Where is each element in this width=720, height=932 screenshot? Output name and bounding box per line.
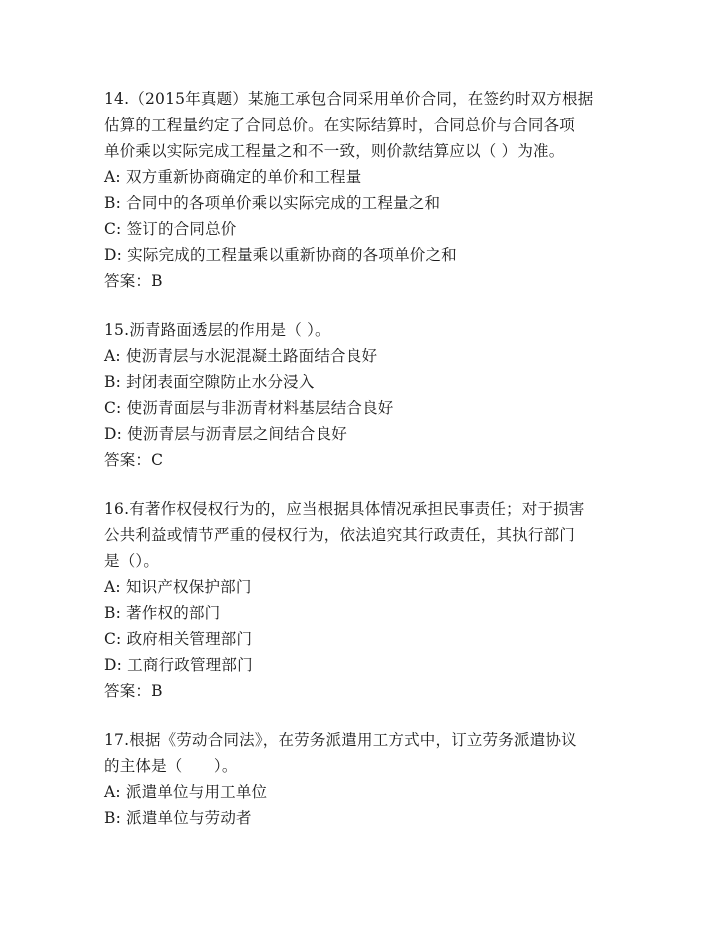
option-a: A: 派遣单位与用工单位 bbox=[104, 783, 268, 801]
question-16 bbox=[104, 496, 624, 704]
question-stem-line: 17.根据《劳动合同法》，在劳务派遣用工方式中，订立劳务派遣协议 bbox=[104, 731, 577, 749]
option-b: B: 合同中的各项单价乘以实际完成的工程量之和 bbox=[104, 194, 441, 212]
option-d: D: 使沥青层与沥青层之间结合良好 bbox=[104, 425, 347, 443]
question-stem-line: 14.（2015年真题）某施工承包合同采用单价合同，在签约时双方根据 bbox=[104, 90, 594, 108]
question-stem-line: 是（）。 bbox=[104, 552, 160, 570]
question-stem-line: 公共利益或情节严重的侵权行为，依法追究其行政责任，其执行部门 bbox=[104, 526, 576, 544]
option-a: A: 知识产权保护部门 bbox=[104, 578, 252, 596]
option-d: D: 实际完成的工程量乘以重新协商的各项单价之和 bbox=[104, 246, 457, 264]
answer-line: 答案：B bbox=[104, 272, 163, 290]
question-stem-line: 16.有著作权侵权行为的，应当根据具体情况承担民事责任；对于损害 bbox=[104, 500, 585, 518]
option-a: A: 使沥青层与水泥混凝土路面结合良好 bbox=[104, 347, 378, 365]
option-b: B: 派遣单位与劳动者 bbox=[104, 809, 252, 827]
option-b: B: 著作权的部门 bbox=[104, 604, 221, 622]
question-stem-line: 的主体是（ ）。 bbox=[104, 757, 238, 775]
option-c: C: 政府相关管理部门 bbox=[104, 630, 253, 648]
document-page bbox=[104, 86, 624, 854]
option-a: A: 双方重新协商确定的单价和工程量 bbox=[104, 168, 362, 186]
question-17 bbox=[104, 727, 624, 831]
question-stem-line: 15.沥青路面透层的作用是（ ）。 bbox=[104, 321, 331, 339]
question-14 bbox=[104, 86, 624, 294]
answer-line: 答案：C bbox=[104, 451, 164, 469]
answer-line: 答案：B bbox=[104, 682, 163, 700]
question-15 bbox=[104, 317, 624, 473]
option-c: C: 签订的合同总价 bbox=[104, 220, 237, 238]
option-c: C: 使沥青面层与非沥青材料基层结合良好 bbox=[104, 399, 394, 417]
option-b: B: 封闭表面空隙防止水分浸入 bbox=[104, 373, 315, 391]
option-d: D: 工商行政管理部门 bbox=[104, 656, 253, 674]
question-stem-line: 估算的工程量约定了合同总价。在实际结算时，合同总价与合同各项 bbox=[104, 116, 576, 134]
question-stem-line: 单价乘以实际完成工程量之和不一致，则价款结算应以（ ）为准。 bbox=[104, 142, 565, 160]
